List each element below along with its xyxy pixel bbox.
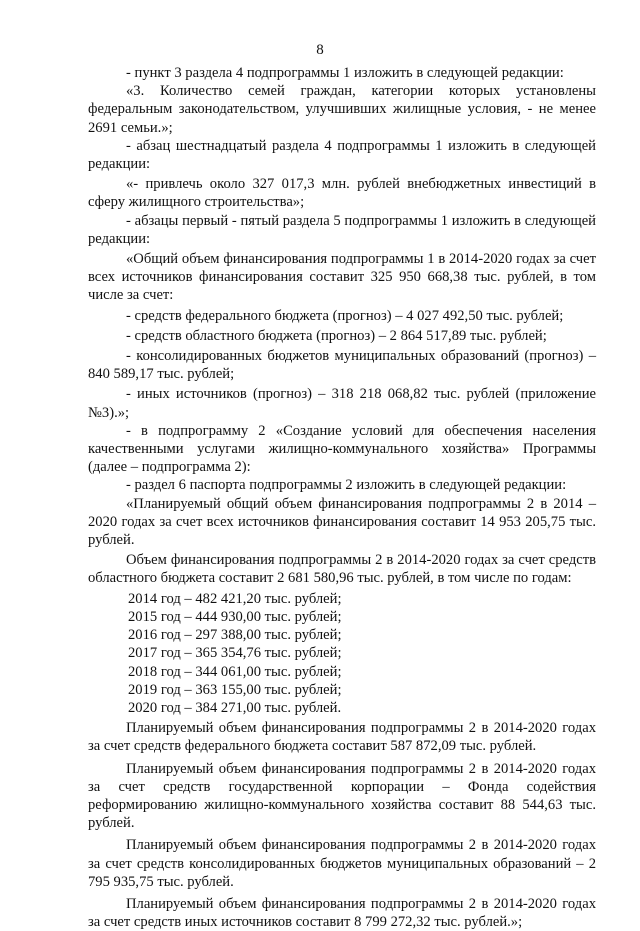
paragraph: «Планируемый общий объем финансирования подпрограммы 2 в 2014 – 2020 годах за счет всех источников финансирования составит 14 953 205,75 тыс. рублей. — [88, 495, 596, 549]
document-body — [88, 64, 596, 931]
paragraph: - раздел 6 паспорта подпрограммы 2 изложить в следующей редакции: — [126, 477, 567, 494]
page-number: 8 — [316, 42, 324, 58]
paragraph: Планируемый объем финансирования подпрограммы 2 в 2014-2020 годах за счет средств иных источников составит 8 799 272,32 тыс. рублей.»; — [88, 895, 596, 931]
paragraph: Планируемый объем финансирования подпрограммы 2 в 2014-2020 годах за счет средств федерального бюджета составит 587 872,09 тыс. рублей. — [88, 720, 596, 755]
paragraph: - абзацы первый - пятый раздела 5 подпрограммы 1 изложить в следующей редакции: — [88, 212, 596, 247]
paragraph: «3. Количество семей граждан, категории которых установлены федеральным законодательством, улучшивших жилищные условия, - не менее 2691 семьи.»; — [88, 83, 596, 136]
paragraph: - консолидированных бюджетов муниципальных образований (прогноз) – 840 589,17 тыс. рублей; — [88, 348, 596, 383]
year-line: 2017 год – 365 354,76 тыс. рублей; — [128, 645, 342, 662]
paragraph: «Общий объем финансирования подпрограммы 1 в 2014-2020 годах за счет всех источников финансирования составит 325 950 668,38 тыс. рублей, в том числе за счет: — [88, 251, 596, 304]
year-line: 2019 год – 363 155,00 тыс. рублей; — [128, 681, 342, 698]
year-line: 2014 год – 482 421,20 тыс. рублей; — [128, 590, 342, 607]
paragraph: Планируемый объем финансирования подпрограммы 2 в 2014-2020 годах за счет средств государственной корпорации – Фонда содействия реформированию жилищно-коммунального хозяйства составит 88 544,63 тыс. рублей. — [88, 760, 596, 832]
year-line: 2016 год – 297 388,00 тыс. рублей; — [128, 627, 342, 644]
paragraph: Планируемый объем финансирования подпрограммы 2 в 2014-2020 годах за счет средств консолидированных бюджетов муниципальных образований – 2 795 935,75 тыс. рублей. — [88, 837, 596, 890]
paragraph: - пункт 3 раздела 4 подпрограммы 1 изложить в следующей редакции: — [126, 65, 564, 81]
year-line: 2018 год – 344 061,00 тыс. рублей; — [128, 663, 342, 680]
paragraph: - абзац шестнадцатый раздела 4 подпрограммы 1 изложить в следующей редакции: — [88, 137, 596, 173]
paragraph: - средств областного бюджета (прогноз) – 2 864 517,89 тыс. рублей; — [126, 327, 547, 344]
paragraph: «- привлечь около 327 017,3 млн. рублей внебюджетных инвестиций в сферу жилищного строительства»; — [88, 176, 596, 211]
paragraph: - иных источников (прогноз) – 318 218 068,82 тыс. рублей (приложение №3).»; — [88, 386, 596, 421]
paragraph: Объем финансирования подпрограммы 2 в 2014-2020 годах за счет средств областного бюджета составит 2 681 580,96 тыс. рублей, в том числе по годам: — [88, 552, 596, 587]
year-line: 2015 год – 444 930,00 тыс. рублей; — [128, 608, 342, 625]
year-line: 2020 год – 384 271,00 тыс. рублей. — [128, 699, 342, 716]
paragraph: - в подпрограмму 2 «Создание условий для обеспечения населения качественными услугами жилищно-коммунального хозяйства» Программы (далее – подпрограмма 2): — [88, 422, 596, 476]
paragraph: - средств федерального бюджета (прогноз) – 4 027 492,50 тыс. рублей; — [126, 307, 564, 324]
